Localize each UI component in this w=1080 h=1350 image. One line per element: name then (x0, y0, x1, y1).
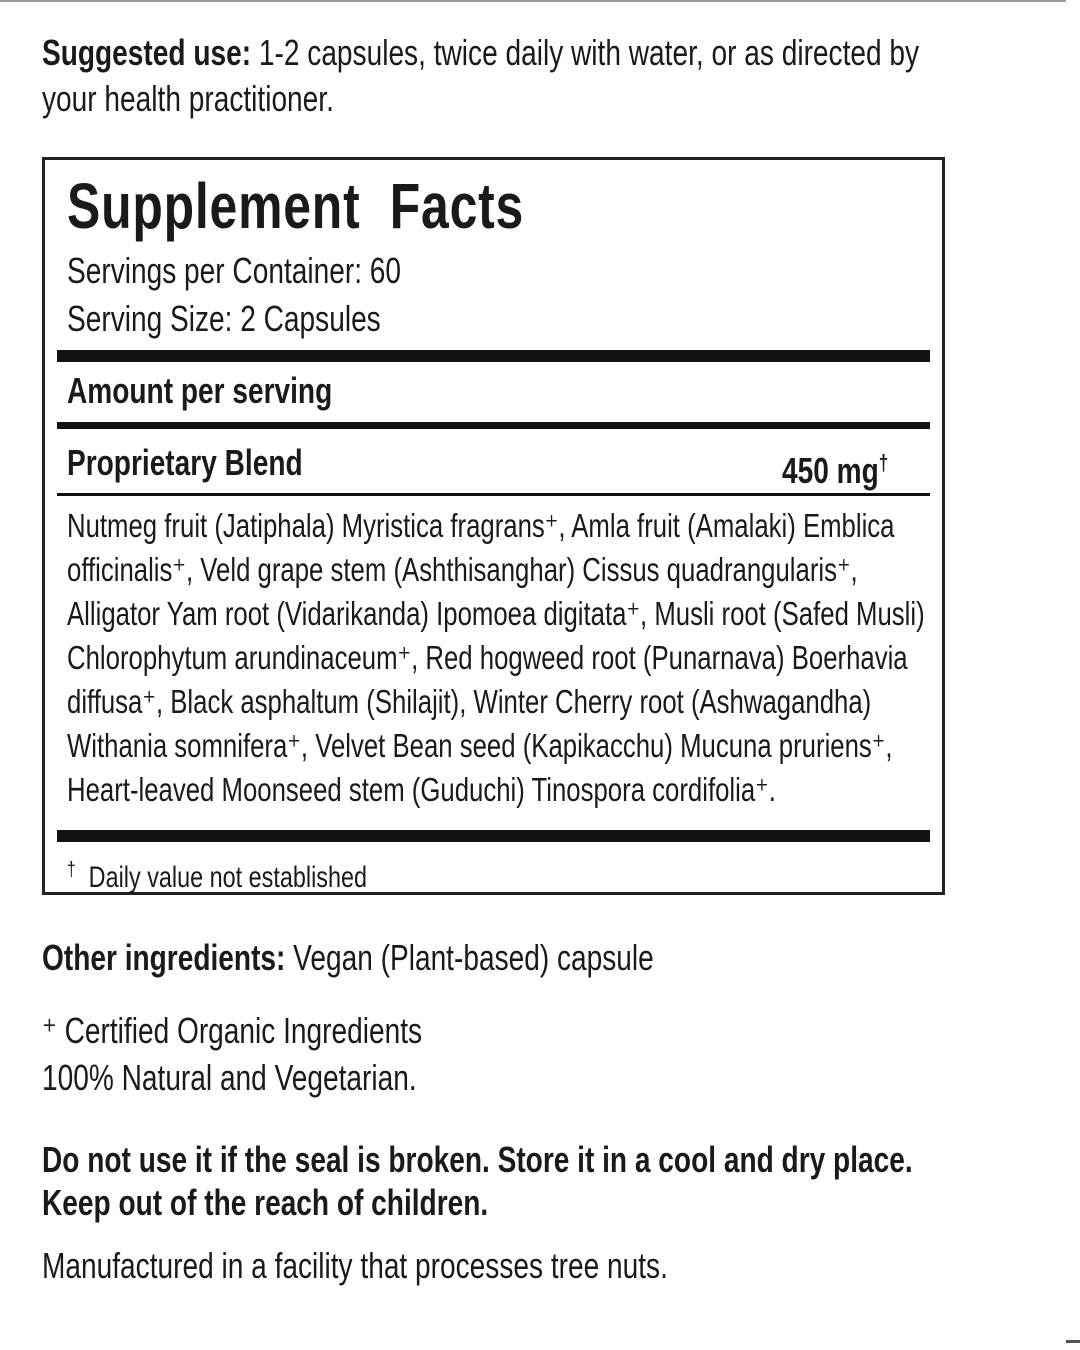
manufacturing-note: Manufactured in a facility that processes tree nuts. (42, 1245, 668, 1286)
top-divider (0, 0, 1066, 2)
serving-size: Serving Size: 2 Capsules (67, 298, 381, 339)
suggested-use-section (42, 30, 1080, 122)
thick-divider-2 (57, 830, 930, 842)
servings-per-container: Servings per Container: 60 (67, 250, 402, 291)
other-ingredients (42, 935, 826, 981)
ingredients-line: diffusa⁺, Black asphaltum (Shilajit), Winter Cherry root (Ashwagandha) (67, 683, 872, 720)
storage-warning: Do not use it if the seal is broken. Store it in a cool and dry place. (42, 1139, 913, 1180)
proprietary-blend-label: Proprietary Blend (67, 442, 303, 483)
proprietary-blend-amount: 450 mg† (781, 450, 888, 491)
medium-divider (57, 422, 930, 429)
suggested-use-line-1 (42, 30, 1080, 76)
dagger-mark: † (878, 450, 888, 475)
other-ingredients-text: Vegan (Plant-based) capsule (285, 937, 654, 978)
thick-divider-1 (57, 350, 930, 362)
amount-per-serving-label: Amount per serving (67, 370, 333, 411)
children-warning: Keep out of the reach of children. (42, 1182, 489, 1223)
ingredients-line: Heart-leaved Moonseed stem (Guduchi) Tinospora cordifolia⁺. (67, 771, 776, 808)
suggested-use-label: Suggested use: (42, 32, 252, 73)
ingredients-line: Alligator Yam root (Vidarikanda) Ipomoea digitata⁺, Musli root (Safed Musli) (67, 595, 925, 632)
supplement-facts-panel (42, 157, 945, 895)
daily-value-footnote: † Daily value not established (67, 859, 368, 894)
thin-divider (57, 493, 930, 496)
suggested-use-text-1: 1-2 capsules, twice daily with water, or as directed by (251, 32, 920, 73)
other-ingredients-label: Other ingredients: (42, 937, 286, 978)
footnote-dagger: † (67, 859, 76, 881)
ingredients-line: officinalis⁺, Veld grape stem (Ashthisanghar) Cissus quadrangularis⁺, (67, 551, 858, 588)
supplement-facts-title: Supplement Facts (67, 170, 525, 242)
suggested-use-text-2: your health practitioner. (42, 78, 334, 119)
certified-organic-note: ⁺ Certified Organic Ingredients (42, 1010, 423, 1051)
suggested-use-line-2 (42, 76, 1080, 122)
ingredients-line: Nutmeg fruit (Jatiphala) Myristica fragrans⁺, Amla fruit (Amalaki) Emblica (67, 507, 895, 544)
ingredients-line: Chlorophytum arundinaceum⁺, Red hogweed root (Punarnava) Boerhavia (67, 639, 908, 676)
ingredients-line: Withania somnifera⁺, Velvet Bean seed (Kapikacchu) Mucuna pruriens⁺, (67, 727, 893, 764)
corner-mark (1066, 1340, 1080, 1343)
natural-vegetarian-note: 100% Natural and Vegetarian. (42, 1057, 417, 1098)
